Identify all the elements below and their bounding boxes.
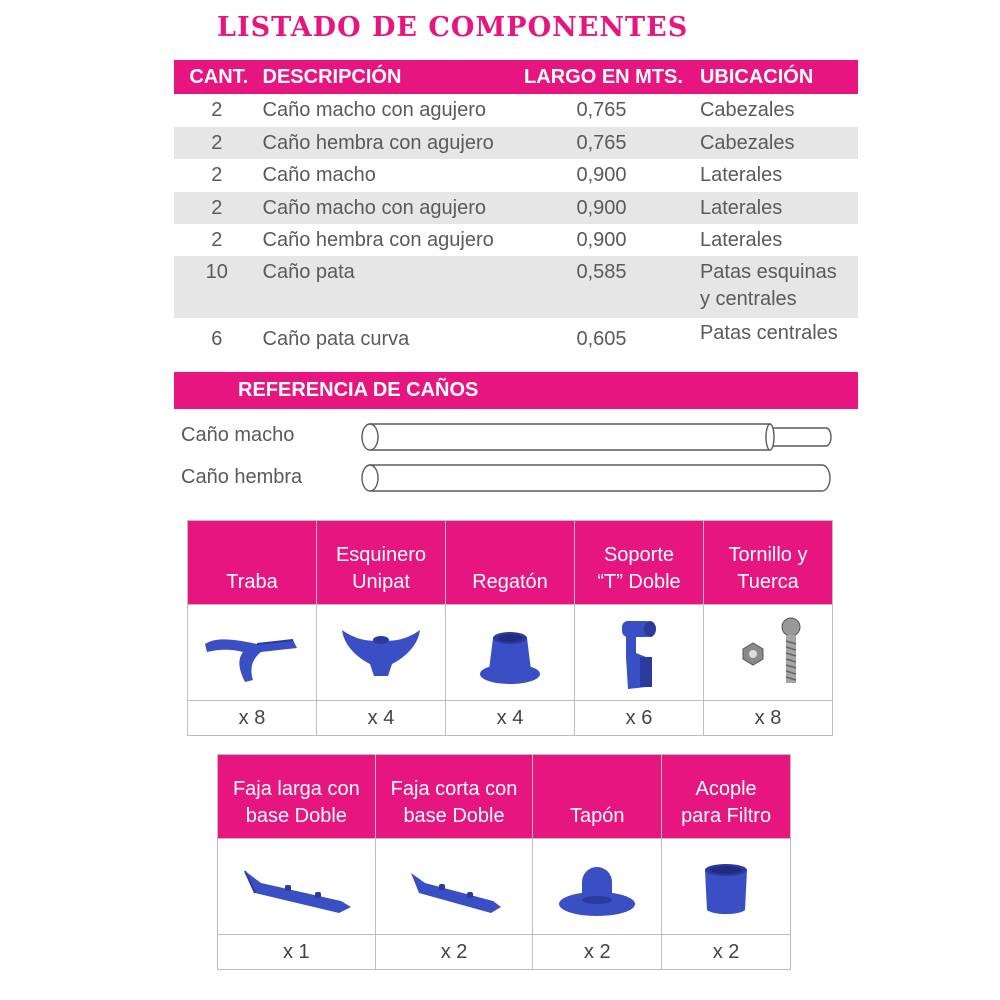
header-length: LARGO EN MTS. bbox=[524, 65, 683, 88]
part-qty: x 2 bbox=[375, 935, 533, 970]
part-name-line2: Regatón bbox=[472, 571, 548, 593]
part-image-cell bbox=[188, 605, 317, 701]
tornillo-icon bbox=[713, 613, 823, 693]
reference-bar bbox=[174, 372, 858, 409]
pipe-label-hembra: Caño hembra bbox=[181, 466, 303, 488]
qty-cell: 2 bbox=[211, 132, 223, 154]
parts-grid-2 bbox=[217, 754, 791, 970]
desc-cell: Caño macho bbox=[262, 164, 376, 186]
location-line1: Patas esquinas bbox=[699, 261, 837, 283]
part-name-line1: Faja corta con bbox=[390, 778, 518, 800]
traba-icon bbox=[197, 618, 307, 688]
part-header bbox=[446, 521, 575, 605]
part-image-cell bbox=[575, 605, 704, 701]
part-header bbox=[533, 755, 662, 839]
part-name-line2: Tapón bbox=[570, 805, 625, 827]
part-name-line1: Faja larga con bbox=[232, 778, 360, 800]
female-pipe-illustration bbox=[358, 462, 836, 494]
desc-cell: Caño pata curva bbox=[262, 328, 410, 350]
part-header bbox=[218, 755, 376, 839]
location-line2: y centrales bbox=[699, 288, 797, 310]
soporte-icon bbox=[584, 613, 694, 693]
part-name-line1: Acople bbox=[695, 778, 757, 800]
tapon-icon bbox=[542, 852, 652, 922]
length-cell: 0,765 bbox=[576, 132, 627, 154]
header-desc: DESCRIPCIÓN bbox=[262, 65, 402, 88]
location-cell: Patas centrales bbox=[699, 322, 838, 344]
part-header bbox=[704, 521, 833, 605]
part-image-cell bbox=[662, 839, 791, 935]
table-row bbox=[174, 224, 858, 256]
faja-corta-icon bbox=[389, 857, 519, 917]
header-qty: CANT. bbox=[189, 65, 249, 88]
part-header bbox=[575, 521, 704, 605]
page-title: LISTADO DE COMPONENTES bbox=[217, 12, 689, 43]
location-cell: Laterales bbox=[699, 197, 783, 219]
location-cell: Cabezales bbox=[699, 99, 795, 121]
desc-cell: Caño macho con agujero bbox=[262, 197, 486, 219]
part-name-line2: base Doble bbox=[245, 805, 347, 827]
part-name-line1: Tornillo y bbox=[728, 544, 808, 566]
part-qty: x 2 bbox=[533, 935, 662, 970]
part-image-cell bbox=[446, 605, 575, 701]
acople-icon bbox=[671, 852, 781, 922]
part-qty: x 8 bbox=[188, 701, 317, 736]
qty-cell: 2 bbox=[211, 164, 223, 186]
length-cell: 0,900 bbox=[576, 197, 627, 219]
reference-title: REFERENCIA DE CAÑOS bbox=[238, 379, 479, 401]
qty-cell: 6 bbox=[211, 328, 223, 350]
part-name-line2: base Doble bbox=[403, 805, 505, 827]
part-header bbox=[317, 521, 446, 605]
part-header bbox=[188, 521, 317, 605]
regaton-icon bbox=[455, 618, 565, 688]
part-qty: x 1 bbox=[218, 935, 376, 970]
qty-cell: 2 bbox=[211, 197, 223, 219]
qty-cell: 10 bbox=[205, 261, 228, 283]
table-row bbox=[174, 94, 858, 127]
table-header bbox=[174, 60, 858, 94]
pipe-label-macho: Caño macho bbox=[181, 424, 295, 446]
part-qty: x 2 bbox=[662, 935, 791, 970]
part-qty: x 6 bbox=[575, 701, 704, 736]
part-qty: x 4 bbox=[446, 701, 575, 736]
part-name-line2: Unipat bbox=[352, 571, 410, 593]
table-row bbox=[174, 127, 858, 159]
desc-cell: Caño hembra con agujero bbox=[262, 132, 494, 154]
parts-grid-1 bbox=[187, 520, 833, 736]
desc-cell: Caño macho con agujero bbox=[262, 99, 486, 121]
header-location: UBICACIÓN bbox=[699, 65, 814, 88]
part-name-line2: Traba bbox=[226, 571, 278, 593]
table-row bbox=[174, 192, 858, 224]
length-cell: 0,585 bbox=[576, 261, 627, 283]
part-qty: x 8 bbox=[704, 701, 833, 736]
length-cell: 0,605 bbox=[576, 328, 627, 350]
length-cell: 0,765 bbox=[576, 99, 627, 121]
part-name-line2: “T” Doble bbox=[597, 571, 681, 593]
components-table bbox=[174, 60, 858, 358]
part-image-cell bbox=[704, 605, 833, 701]
part-name-line1: Esquinero bbox=[335, 544, 427, 566]
desc-cell: Caño hembra con agujero bbox=[262, 229, 494, 251]
part-name-line2: para Filtro bbox=[681, 805, 772, 827]
table-row bbox=[174, 159, 858, 192]
location-cell bbox=[696, 256, 858, 318]
part-image-cell bbox=[533, 839, 662, 935]
part-qty: x 4 bbox=[317, 701, 446, 736]
esquinero-icon bbox=[326, 618, 436, 688]
part-image-cell bbox=[317, 605, 446, 701]
table-row bbox=[174, 318, 858, 358]
male-pipe-illustration bbox=[358, 421, 836, 453]
length-cell: 0,900 bbox=[576, 164, 627, 186]
part-header bbox=[662, 755, 791, 839]
qty-cell: 2 bbox=[211, 99, 223, 121]
part-name-line1: Soporte bbox=[603, 544, 675, 566]
qty-cell: 2 bbox=[211, 229, 223, 251]
part-image-cell bbox=[218, 839, 376, 935]
location-cell: Laterales bbox=[699, 229, 783, 251]
desc-cell: Caño pata bbox=[262, 261, 355, 283]
location-cell: Cabezales bbox=[699, 132, 795, 154]
table-row bbox=[174, 256, 858, 318]
part-image-cell bbox=[375, 839, 533, 935]
faja-larga-icon bbox=[231, 857, 361, 917]
part-header bbox=[375, 755, 533, 839]
part-name-line2: Tuerca bbox=[737, 571, 799, 593]
length-cell: 0,900 bbox=[576, 229, 627, 251]
location-cell: Laterales bbox=[699, 164, 783, 186]
